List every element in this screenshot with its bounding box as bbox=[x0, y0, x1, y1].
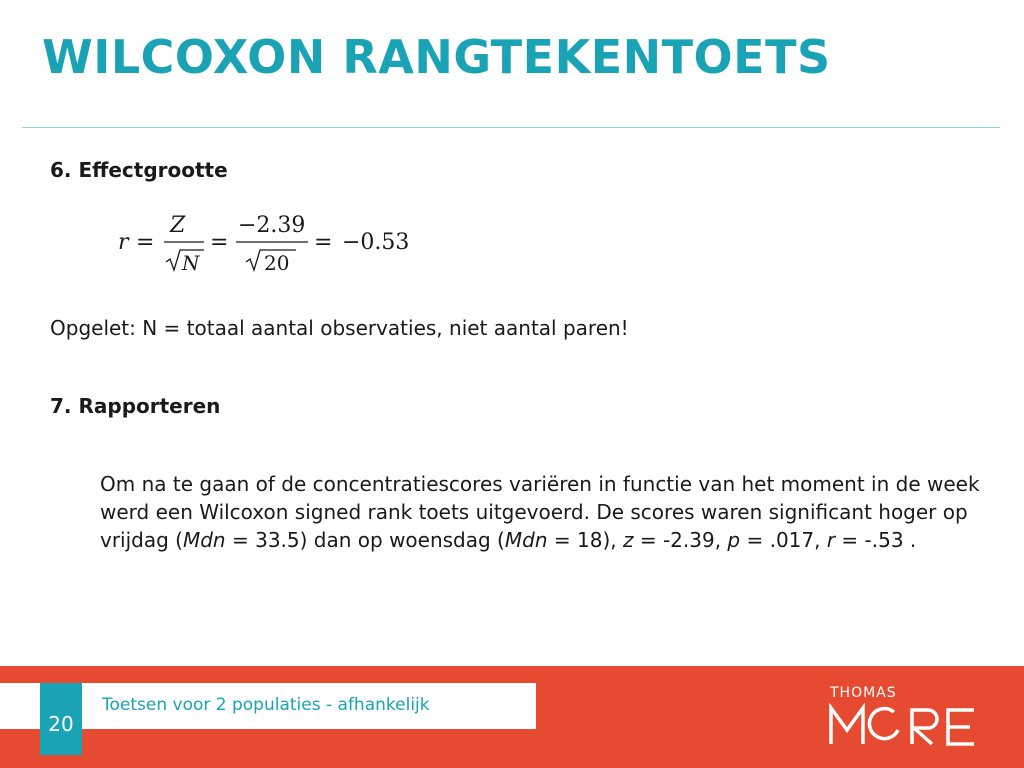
title-divider bbox=[22, 127, 1000, 128]
page-number: 20 bbox=[48, 712, 74, 736]
formula-numerator-z: Z bbox=[170, 213, 186, 238]
formula-eq-2: = bbox=[210, 230, 229, 255]
report-text-1: Om na te gaan of de concentratiescores variëren in functie van het moment in de week werd een Wilcoxon signed rank toets uitgevoerd. De scores waren significant hoger op vrijdag ( bbox=[100, 472, 980, 552]
report-text-4: = -2.39, bbox=[633, 528, 728, 552]
formula-result: −0.53 bbox=[342, 230, 410, 255]
slide-title: WILCOXON RANGTEKENTOETS bbox=[42, 30, 831, 84]
report-text-3: = 18), bbox=[547, 528, 623, 552]
formula-lhs: r bbox=[118, 230, 129, 255]
thomas-more-logo-icon bbox=[828, 702, 978, 750]
logo-top-text: THOMAS bbox=[830, 685, 897, 701]
formula-denominator-n: N bbox=[182, 251, 200, 275]
report-paragraph bbox=[100, 470, 990, 554]
p-label: p bbox=[727, 528, 741, 552]
footer-title: Toetsen voor 2 populaties - afhankelijk bbox=[102, 695, 430, 715]
report-text-6: = -.53 . bbox=[835, 528, 917, 552]
formula-numerator-value: −2.39 bbox=[238, 213, 306, 238]
formula-eq-3: = bbox=[314, 230, 333, 255]
mdn-label-1: Mdn bbox=[182, 528, 226, 552]
report-text-2: = 33.5) dan op woensdag ( bbox=[225, 528, 505, 552]
r-label: r bbox=[826, 528, 836, 552]
formula-eq-1: = bbox=[136, 230, 155, 255]
note-text: Opgelet: N = totaal aantal observaties, niet aantal paren! bbox=[50, 316, 629, 340]
section-heading-report: 7. Rapporteren bbox=[50, 394, 221, 418]
effect-size-formula bbox=[118, 206, 418, 278]
mdn-label-2: Mdn bbox=[504, 528, 548, 552]
section-heading-effect-size: 6. Effectgrootte bbox=[50, 158, 228, 182]
report-text-5: = .017, bbox=[740, 528, 827, 552]
formula-denominator-value: 20 bbox=[264, 251, 290, 275]
z-label: z bbox=[622, 528, 634, 552]
